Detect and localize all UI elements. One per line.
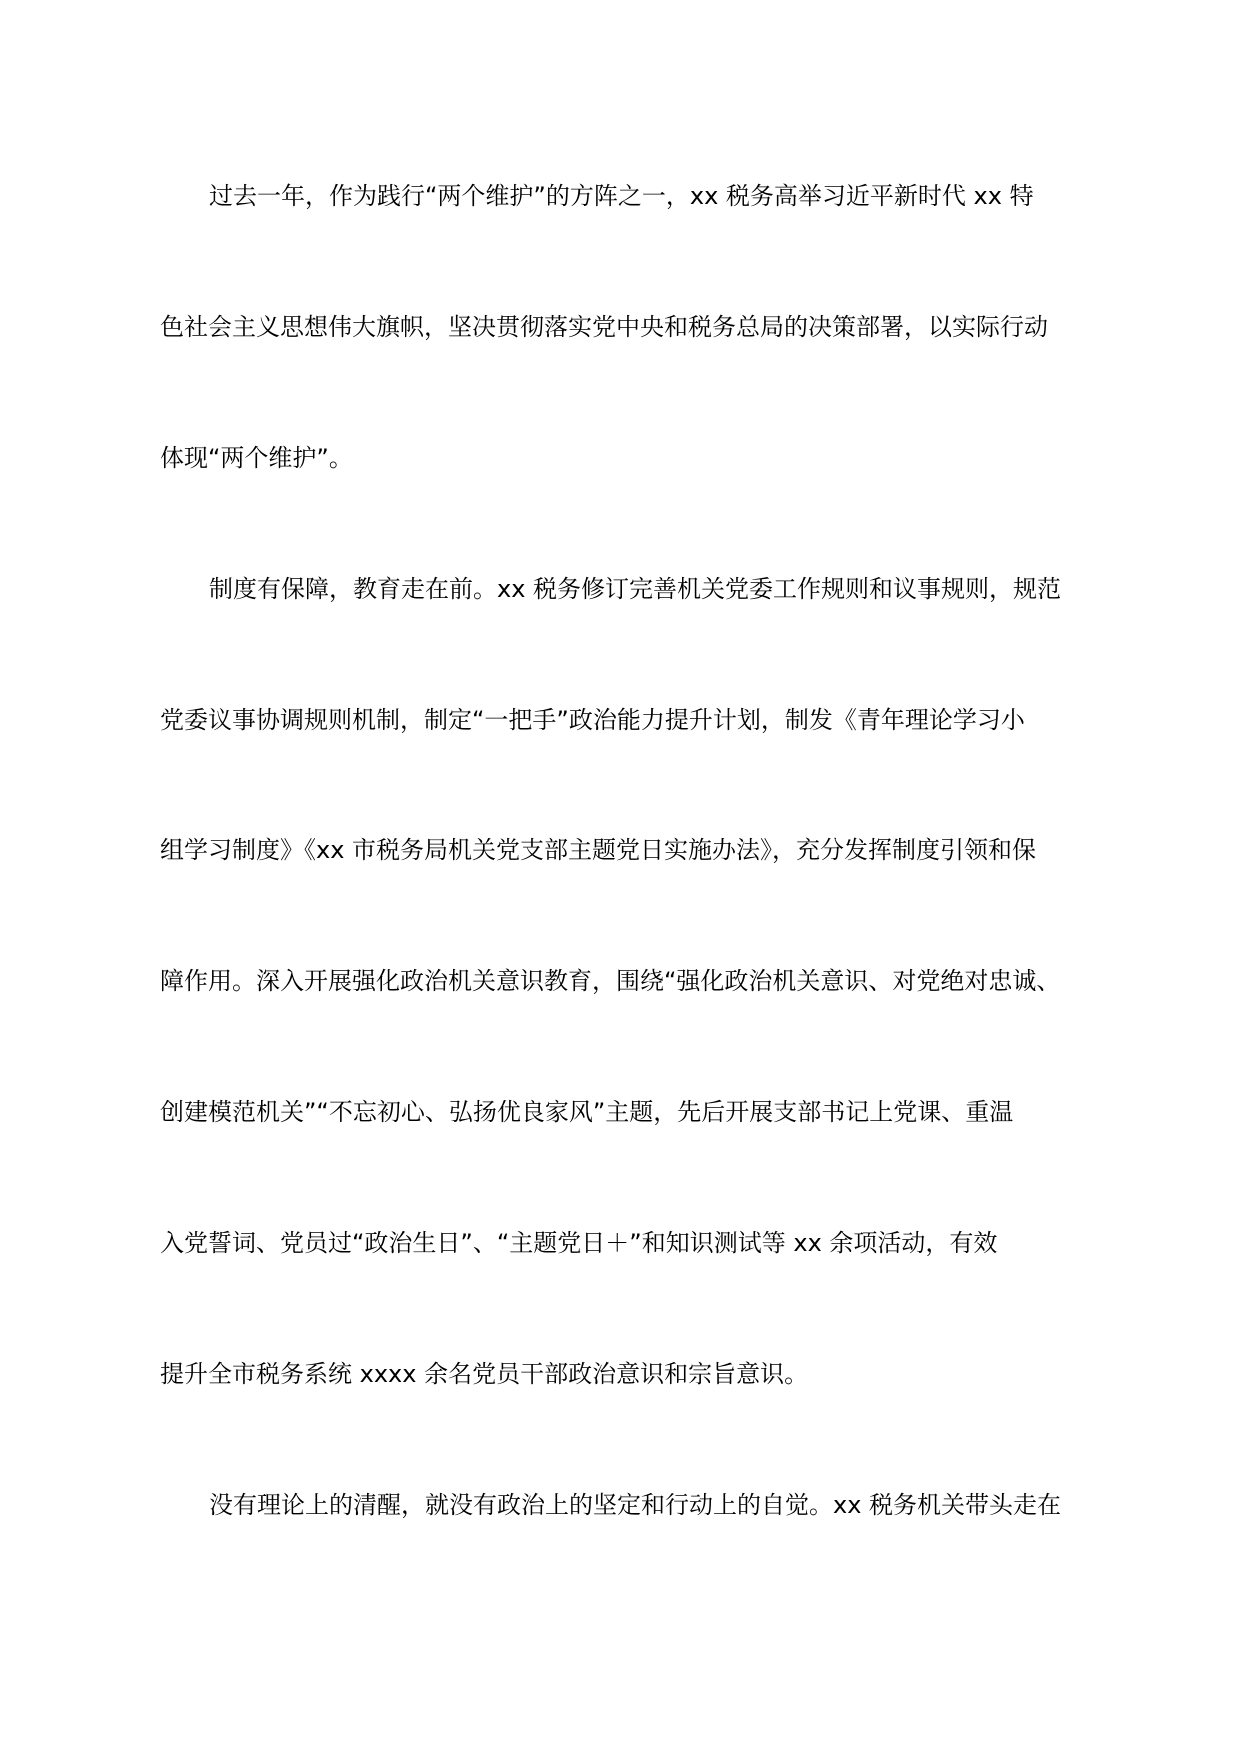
- text-line: 提升全市税务系统 xxxx 余名党员干部政治意识和宗旨意识。: [160, 1360, 809, 1388]
- text-line: 过去一年，作为践行“两个维护”的方阵之一，xx 税务高举习近平新时代 xx 特: [209, 182, 1034, 210]
- text-line: 党委议事协调规则机制，制定“一把手”政治能力提升计划，制发《青年理论学习小: [160, 706, 1025, 734]
- text-line: 创建模范机关”“不忘初心、弘扬优良家风”主题，先后开展支部书记上党课、重温: [160, 1098, 1014, 1126]
- text-line: 色社会主义思想伟大旗帜，坚决贯彻落实党中央和税务总局的决策部署，以实际行动: [160, 313, 1048, 341]
- text-line: 入党誓词、党员过“政治生日”、“主题党日＋”和知识测试等 xx 余项活动，有效: [160, 1229, 998, 1257]
- text-line: 组学习制度》《xx 市税务局机关党支部主题党日实施办法》，充分发挥制度引领和保: [160, 836, 1037, 864]
- text-line: 体现“两个维护”。: [160, 444, 353, 472]
- text-line: 制度有保障，教育走在前。xx 税务修订完善机关党委工作规则和议事规则，规范: [209, 575, 1062, 603]
- text-line: 没有理论上的清醒，就没有政治上的坚定和行动上的自觉。xx 税务机关带头走在: [209, 1491, 1062, 1519]
- text-line: 障作用。深入开展强化政治机关意识教育，围绕“强化政治机关意识、对党绝对忠诚、: [160, 967, 1061, 995]
